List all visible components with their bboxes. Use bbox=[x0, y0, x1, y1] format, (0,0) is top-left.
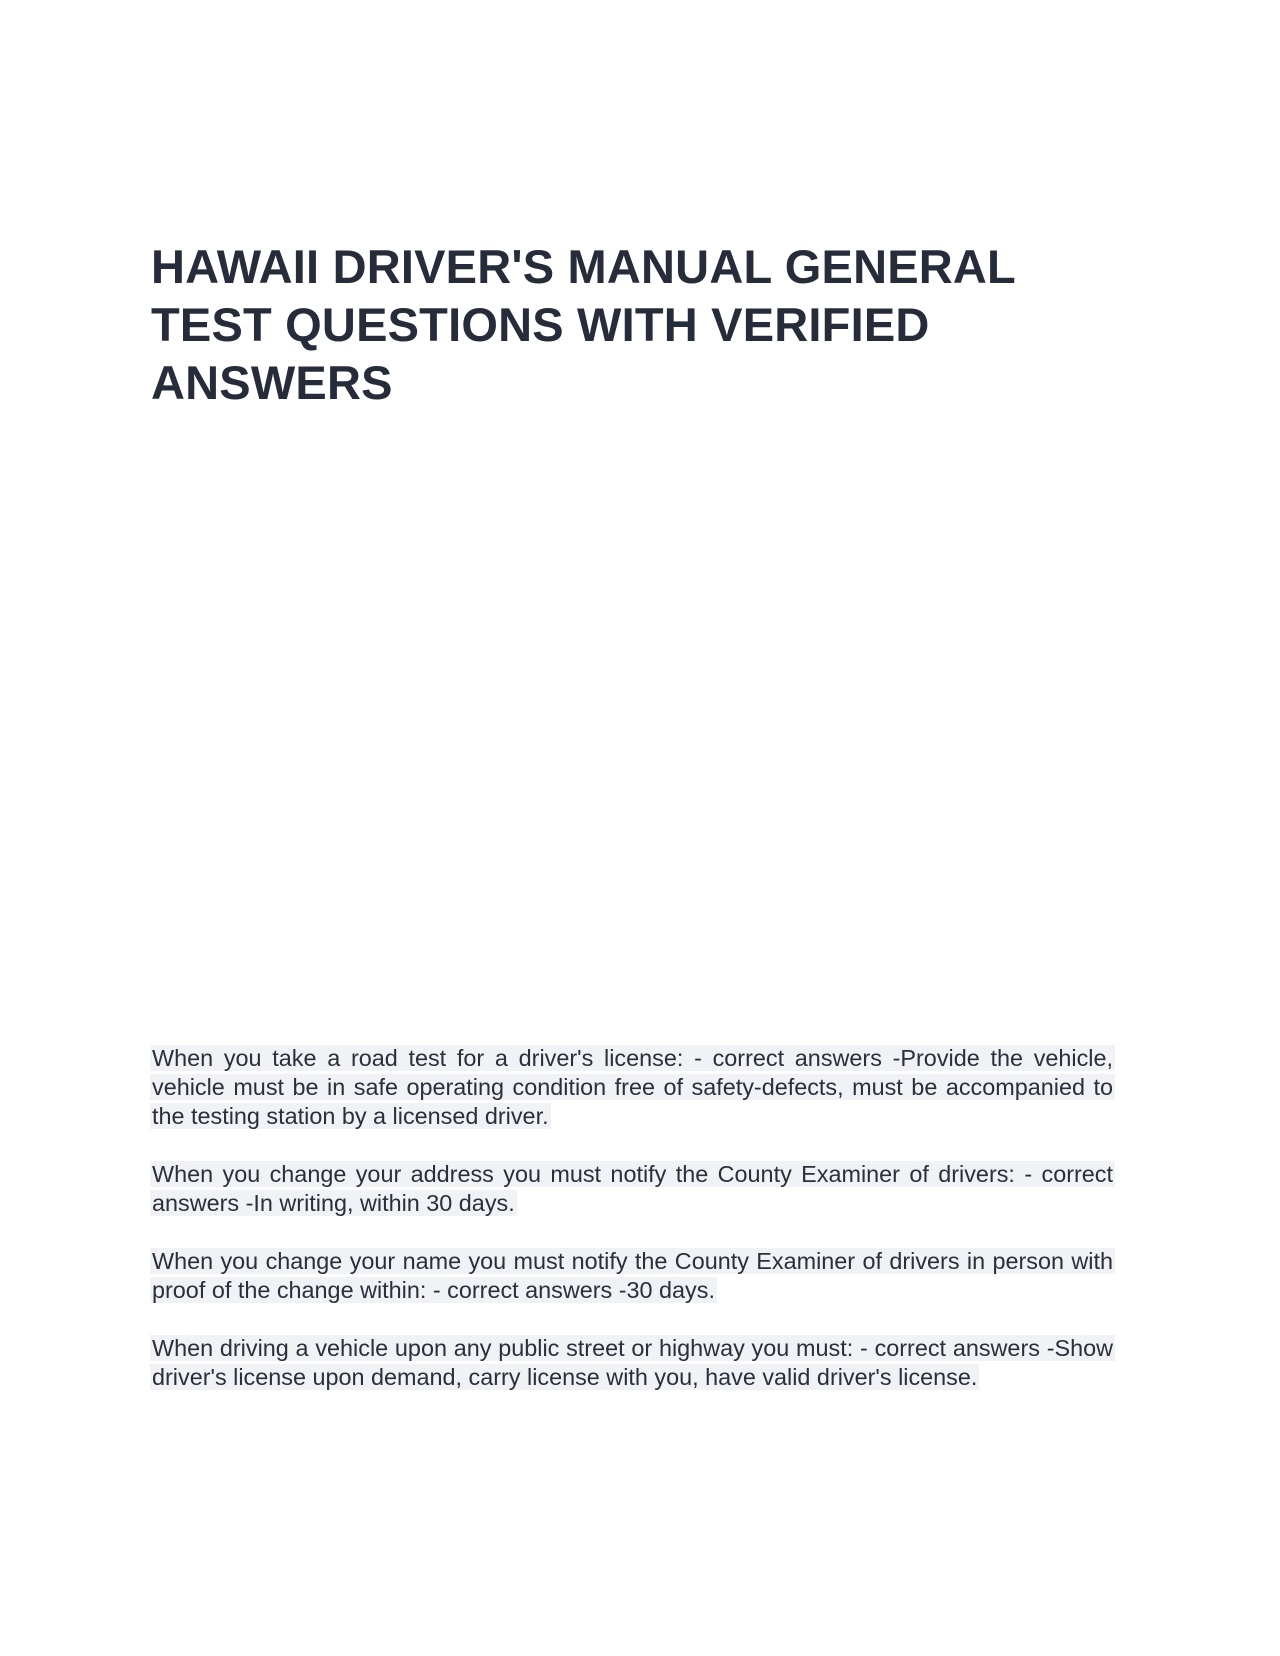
qa-text: When you change your name you must notify the County Examiner of drivers in person with proof of the change within: - correct answers -30 days. bbox=[152, 1248, 1113, 1303]
qa-list bbox=[150, 1044, 1115, 1421]
qa-text: When you change your address you must notify the County Examiner of drivers: - correct answers -In writing, within 30 days. bbox=[152, 1161, 1113, 1216]
qa-text: When driving a vehicle upon any public street or highway you must: - correct answers -Show driver's license upon demand, carry license with you, have valid driver's license. bbox=[152, 1335, 1113, 1390]
qa-item-road-test bbox=[150, 1044, 1115, 1131]
qa-item-name-change bbox=[150, 1247, 1115, 1305]
qa-text: When you take a road test for a driver's license: - correct answers -Provide the vehicle, vehicle must be in safe operating condition free of safety-defects, must be accompanied to the testing station by a licensed driver. bbox=[152, 1045, 1113, 1129]
qa-item-address-change bbox=[150, 1160, 1115, 1218]
qa-item-driving-requirements bbox=[150, 1334, 1115, 1392]
document-title: HAWAII DRIVER'S MANUAL GENERAL TEST QUESTIONS WITH VERIFIED ANSWERS bbox=[151, 240, 1016, 409]
